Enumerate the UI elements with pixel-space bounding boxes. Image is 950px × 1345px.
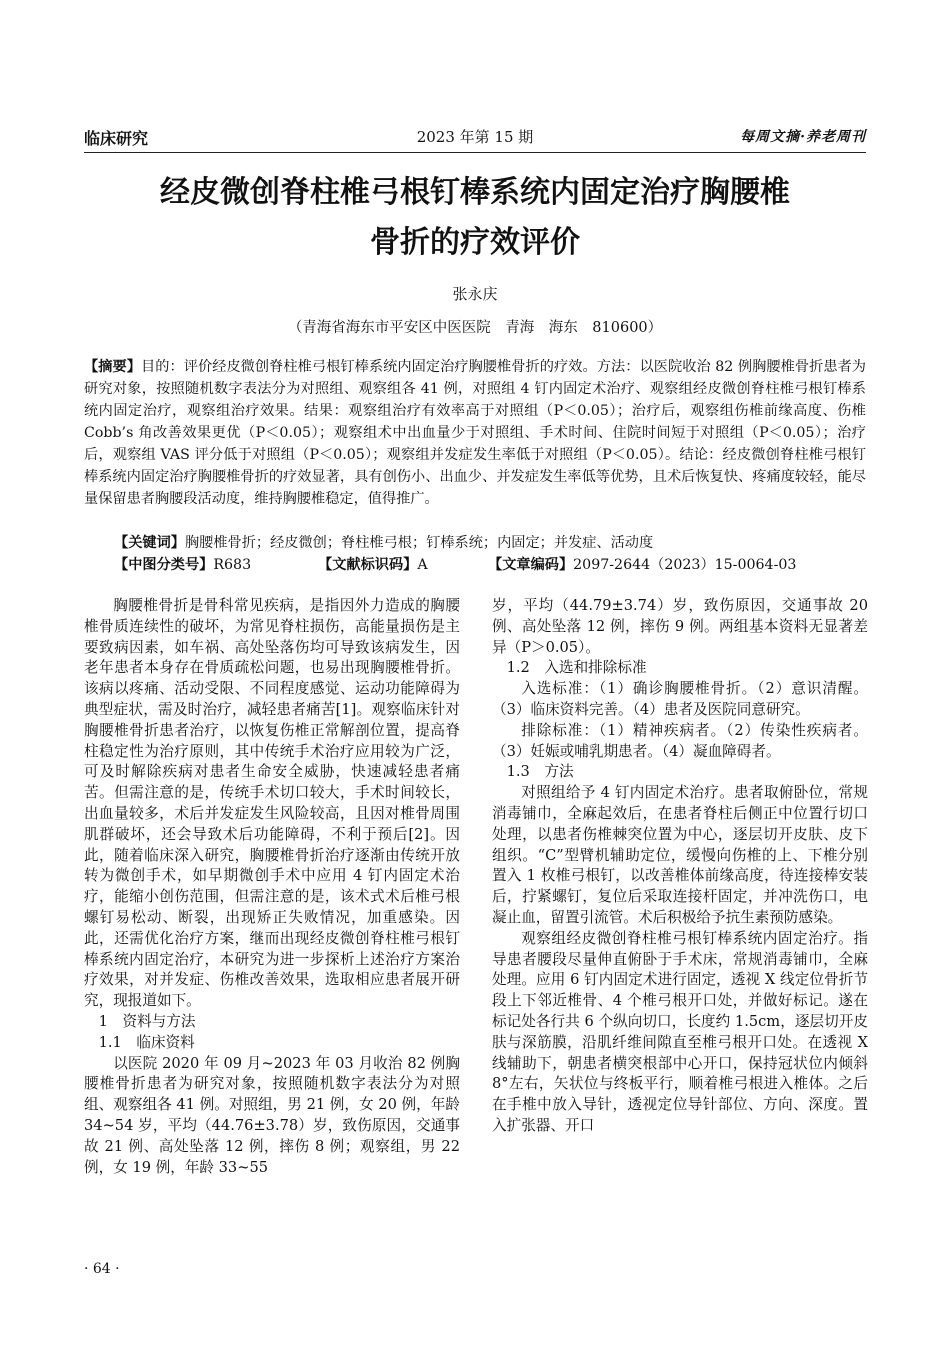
body-paragraph: 对照组给予 4 钉内固定术治疗。患者取俯卧位，常规消毒铺巾，全麻起效后，在患者脊柱后侧正中位置行切口处理，以患者伤椎棘突位置为中心，逐层切开皮肤、皮下组织。“C”型臂机辅助定位，缓慢向伤椎的上、下椎分别置入 1 枚椎弓根钉，以改善椎体前缘高度，待连接棒安装后，拧紧螺钉，复位后采取连接杆固定，并冲洗伤口，电凝止血，留置引流管。术后积极给予抗生素预防感染。: [492, 784, 868, 926]
header-journal: 每周文摘·养老周刊: [740, 129, 866, 145]
keywords: [114, 532, 866, 554]
body-paragraph: 入选标准：（1）确诊胸腰椎骨折。（2）意识清醒。（3）临床资料完善。（4）患者及医院同意研究。: [492, 680, 868, 718]
article-code: [488, 554, 796, 576]
doc-value: A: [417, 557, 428, 573]
body-paragraph: 观察组经皮微创脊柱椎弓根钉棒系统内固定治疗。指导患者腰段尽量伸直俯卧于手术床，常规消毒铺巾，全麻处理。应用 6 钉内固定术进行固定，透视 X 线定位骨折节段上下邻近椎骨、4 个椎弓根开口处，并做好标记。遂在标记处各行共 6 个纵向切口，长度约 1.5cm，逐层切开皮肤与深筋膜，沿肌纤维间隙直至椎弓根开口处。在透视 X 线辅助下，朝患者横突根部中心开口，保持冠状位内倾斜 8°左右，矢状位与终板平行，顺着椎弓根进入椎体。之后在手椎中放入导针，透视定位导针部位、方向、深度。置入扩张器、开口: [492, 929, 868, 1134]
title-line-1: 经皮微创脊柱椎弓根钉棒系统内固定治疗胸腰椎: [160, 175, 790, 210]
doc-code: [318, 554, 428, 576]
body-paragraph: 排除标准：（1）精神疾病者。（2）传染性疾病者。（3）妊娠或哺乳期患者。（4）凝血障碍者。: [492, 721, 868, 760]
page-number: · 64 ·: [84, 1261, 120, 1277]
abstract: [84, 356, 866, 510]
clc-value: R683: [213, 557, 252, 573]
body-column-right: [492, 596, 868, 1137]
title-line-2: 骨折的疗效评价: [370, 225, 580, 260]
article-title: [84, 168, 866, 268]
header-section: 临床研究: [84, 129, 149, 148]
header-rule: [84, 152, 866, 153]
body-paragraph: 以医院 2020 年 09 月~2023 年 03 月收治 82 例胸腰椎骨折患者为研究对象，按照随机数字表法分为对照组、观察组各 41 例。对照组，男 21 例，女 20 例，年龄 34~54 岁，平均（44.76±3.78）岁，致伤原因，交通事故 21 例、高处坠落 12 例，摔伤 8 例；观察组，男 22 例，女 19 例，年龄 33~55: [84, 1054, 460, 1176]
section-heading: 1.1 临床资料: [98, 1033, 195, 1051]
section-heading: 1.2 入选和排除标准: [506, 659, 647, 677]
article-code-value: 2097-2644（2023）15-0064-03: [573, 557, 797, 573]
clc-number: [114, 554, 251, 576]
section-heading: 1 资料与方法: [98, 1012, 196, 1030]
section-heading: 1.3 方法: [506, 763, 574, 781]
abstract-text: 目的：评价经皮微创脊柱椎弓根钉棒系统内固定治疗胸腰椎骨折的疗效。方法：以医院收治 82 例胸腰椎骨折患者为研究对象，按照随机数字表法分为对照组、观察组各 41 例，对照组 4 钉内固定术治疗、观察组经皮微创脊柱椎弓根钉棒系统内固定治疗，观察组治疗效果。结果：观察组治疗有效率高于对照组（P＜0.05）；治疗后，观察组伤椎前缘高度、伤椎 Cobb’s 角改善效果更优（P＜0.05）；观察组术中出血量少于对照组、手术时间、住院时间短于对照组（P＜0.05）；治疗后，观察组 VAS 评分低于对照组（P＜0.05）；观察组并发症发生率低于对照组（P＜0.05）。结论：经皮微创脊柱椎弓根钉棒系统内固定治疗胸腰椎骨折的疗效显著，具有创伤小、出血少、并发症发生率低等优势，且术后恢复快、疼痛度较轻，能尽量保留患者胸腰段活动度，维持胸腰椎稳定，值得推广。: [84, 359, 866, 507]
abstract-label: 【摘要】: [84, 359, 141, 375]
body-column-left: [84, 596, 460, 1178]
keywords-text: 胸腰椎骨折；经皮微创；脊柱椎弓根；钉棒系统；内固定；并发症、活动度: [184, 535, 654, 551]
doc-label: 【文献标识码】: [318, 557, 418, 573]
body-paragraph: 胸腰椎骨折是骨科常见疾病，是指因外力造成的胸腰椎骨质连续性的破坏，为常见脊柱损伤，高能量损伤是主要致病因素，如车祸、高处坠落伤均可导致该病发生，因老年患者本身存在骨质疏松问题，也易出现胸腰椎骨折。该病以疼痛、活动受限、不同程度感觉、运动功能障碍为典型症状，需及时治疗，减轻患者痛苦[1]。观察临床针对胸腰椎骨折患者治疗，以恢复伤椎正常解剖位置，提高脊柱稳定性为治疗原则，其中传统手术治疗应用较为广泛，可及时解除疾病对患者生命安全威胁，快速减轻患者痛苦。但需注意的是，传统手术切口较大，手术时间较长，出血量较多，术后并发症发生风险较高，且因对椎骨周围肌群破坏，还会导致术后功能障碍，不利于预后[2]。因此，随着临床深入研究，胸腰椎骨折治疗逐渐由传统开放转为微创手术，如早期微创手术中应用 4 钉内固定术治疗，能缩小创伤范围，但需注意的是，该术式术后椎弓根螺钉易松动、断裂，出现矫正失败情况，加重感染。因此，还需优化治疗方案，继而出现经皮微创脊柱椎弓根钉棒系统内固定治疗，本研究为进一步探析上述治疗方案治疗效果，对并发症、伤椎改善效果，选取相应患者展开研究，现报道如下。: [84, 597, 460, 1010]
affiliation: （青海省海东市平安区中医医院 青海 海东 810600）: [287, 320, 663, 336]
header-issue: 2023 年第 15 期: [416, 128, 534, 146]
article-code-label: 【文章编码】: [488, 557, 574, 573]
keywords-label: 【关键词】: [114, 535, 185, 551]
clc-label: 【中图分类号】: [114, 557, 214, 573]
body-paragraph: 岁，平均（44.79±3.74）岁，致伤原因，交通事故 20 例、高处坠落 12 例，摔伤 9 例。两组基本资料无显著差异（P＞0.05）。: [492, 597, 868, 656]
author: 张永庆: [452, 285, 498, 303]
